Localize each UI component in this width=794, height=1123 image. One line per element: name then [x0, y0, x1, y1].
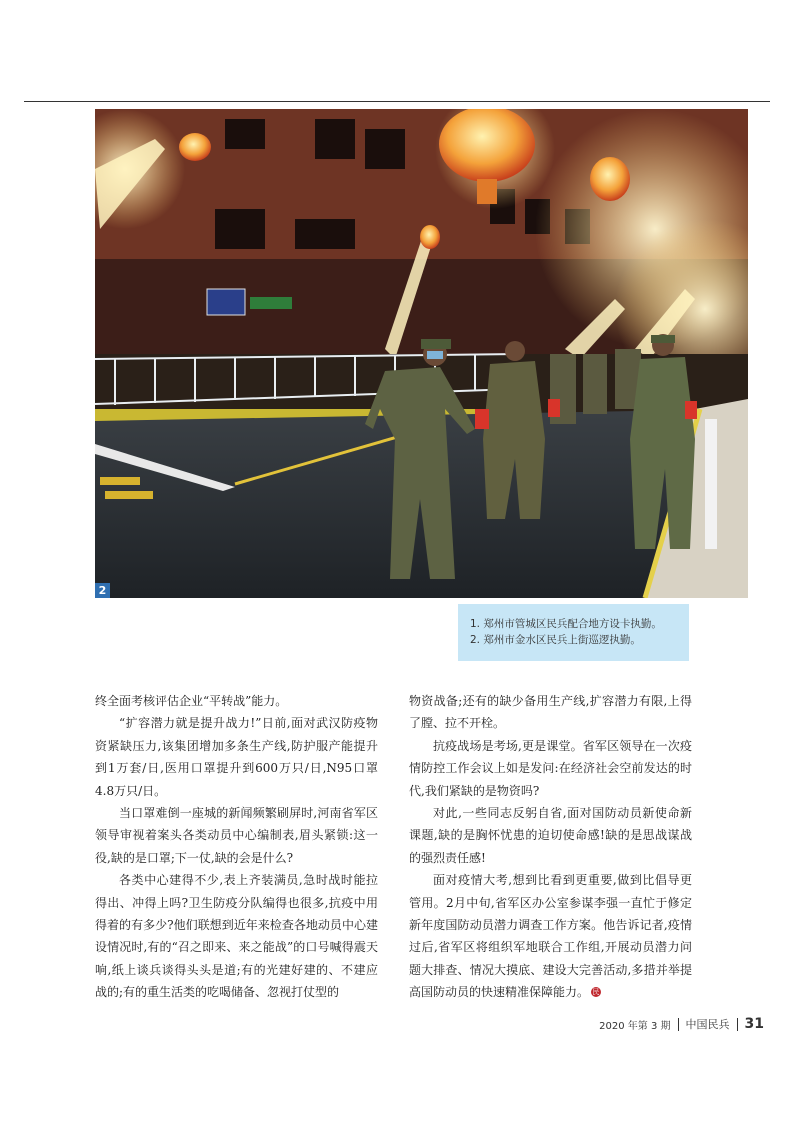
paragraph: 各类中心建得不少,表上齐装满员,急时战时能拉得出、冲得上吗?卫生防疫分队编得也很多,抗疫中用得着的有多少?他们联想到近年来检查各地动员中心建设情况时,有的“召之即来、来之能战”的口号喊得震天响,纸上谈兵谈得头头是道;有的光建好建的、不建应战的;有的重生活类的吃喝储备、忽视打仗型的 — [95, 873, 378, 1000]
left-text-column — [95, 690, 378, 1004]
photo-caption-1: 1. 郑州市管城区民兵配合地方设卡执勤。 — [470, 618, 662, 630]
paragraph: 抗疫战场是考场,更是课堂。省军区领导在一次疫情防控工作会议上如是发问:在经济社会空前发达的时代,我们紧缺的是物资吗? — [409, 738, 692, 798]
header-rule — [24, 101, 770, 102]
paragraph-text: 面对疫情大考,想到比看到更重要,做到比倡导更管用。2月中旬,省军区办公室参谋李强一直忙于修定新年度国防动员潜力调查工作方案。他告诉记者,疫情过后,省军区将组织军地联合工作组,开展动员潜力问题大排查、情况大摸底、建设大完善活动,多措并举提高国防动员的快速精准保障能力。 — [409, 873, 692, 1000]
paragraph: 当口罩难倒一座城的新闻频繁刷屏时,河南省军区领导审视着案头各类动员中心编制表,眉头紧锁:这一役,缺的是口罩;下一仗,缺的会是什么? — [95, 806, 378, 865]
patrol-photo — [95, 109, 748, 598]
magazine-name: 中国民兵 — [685, 1018, 730, 1031]
paragraph: 物资战备;还有的缺少备用生产线,扩容潜力有限,上得了膛、拉不开栓。 — [409, 694, 692, 731]
paragraph — [409, 869, 692, 1003]
patrol-photo-illustration — [95, 109, 748, 598]
article-end-icon: 民 — [592, 988, 600, 997]
footer-divider — [737, 1018, 738, 1031]
page-number: 31 — [744, 1016, 764, 1032]
photo-caption-box — [458, 604, 689, 661]
page-footer — [599, 1016, 764, 1032]
paragraph: 对此,一些同志反躬自省,面对国防动员新使命新课题,缺的是胸怀忧患的迫切使命感!缺的是思战谋战的强烈责任感! — [409, 806, 692, 865]
right-text-column — [409, 690, 692, 1004]
issue-label: 2020 年第 3 期 — [599, 1020, 671, 1032]
paragraph: “扩容潜力就是提升战力!”日前,面对武汉防疫物资紧缺压力,该集团增加多条生产线,防护服产能提升到1万套/日,医用口罩提升到600万只/日,N95口罩4.8万只/日。 — [95, 716, 378, 798]
photo-caption-2: 2. 郑州市金水区民兵上街巡逻执勤。 — [470, 634, 641, 646]
photo-number: 2 — [95, 583, 110, 598]
paragraph: 终全面考核评估企业“平转战”能力。 — [95, 694, 288, 708]
footer-divider — [678, 1018, 679, 1031]
